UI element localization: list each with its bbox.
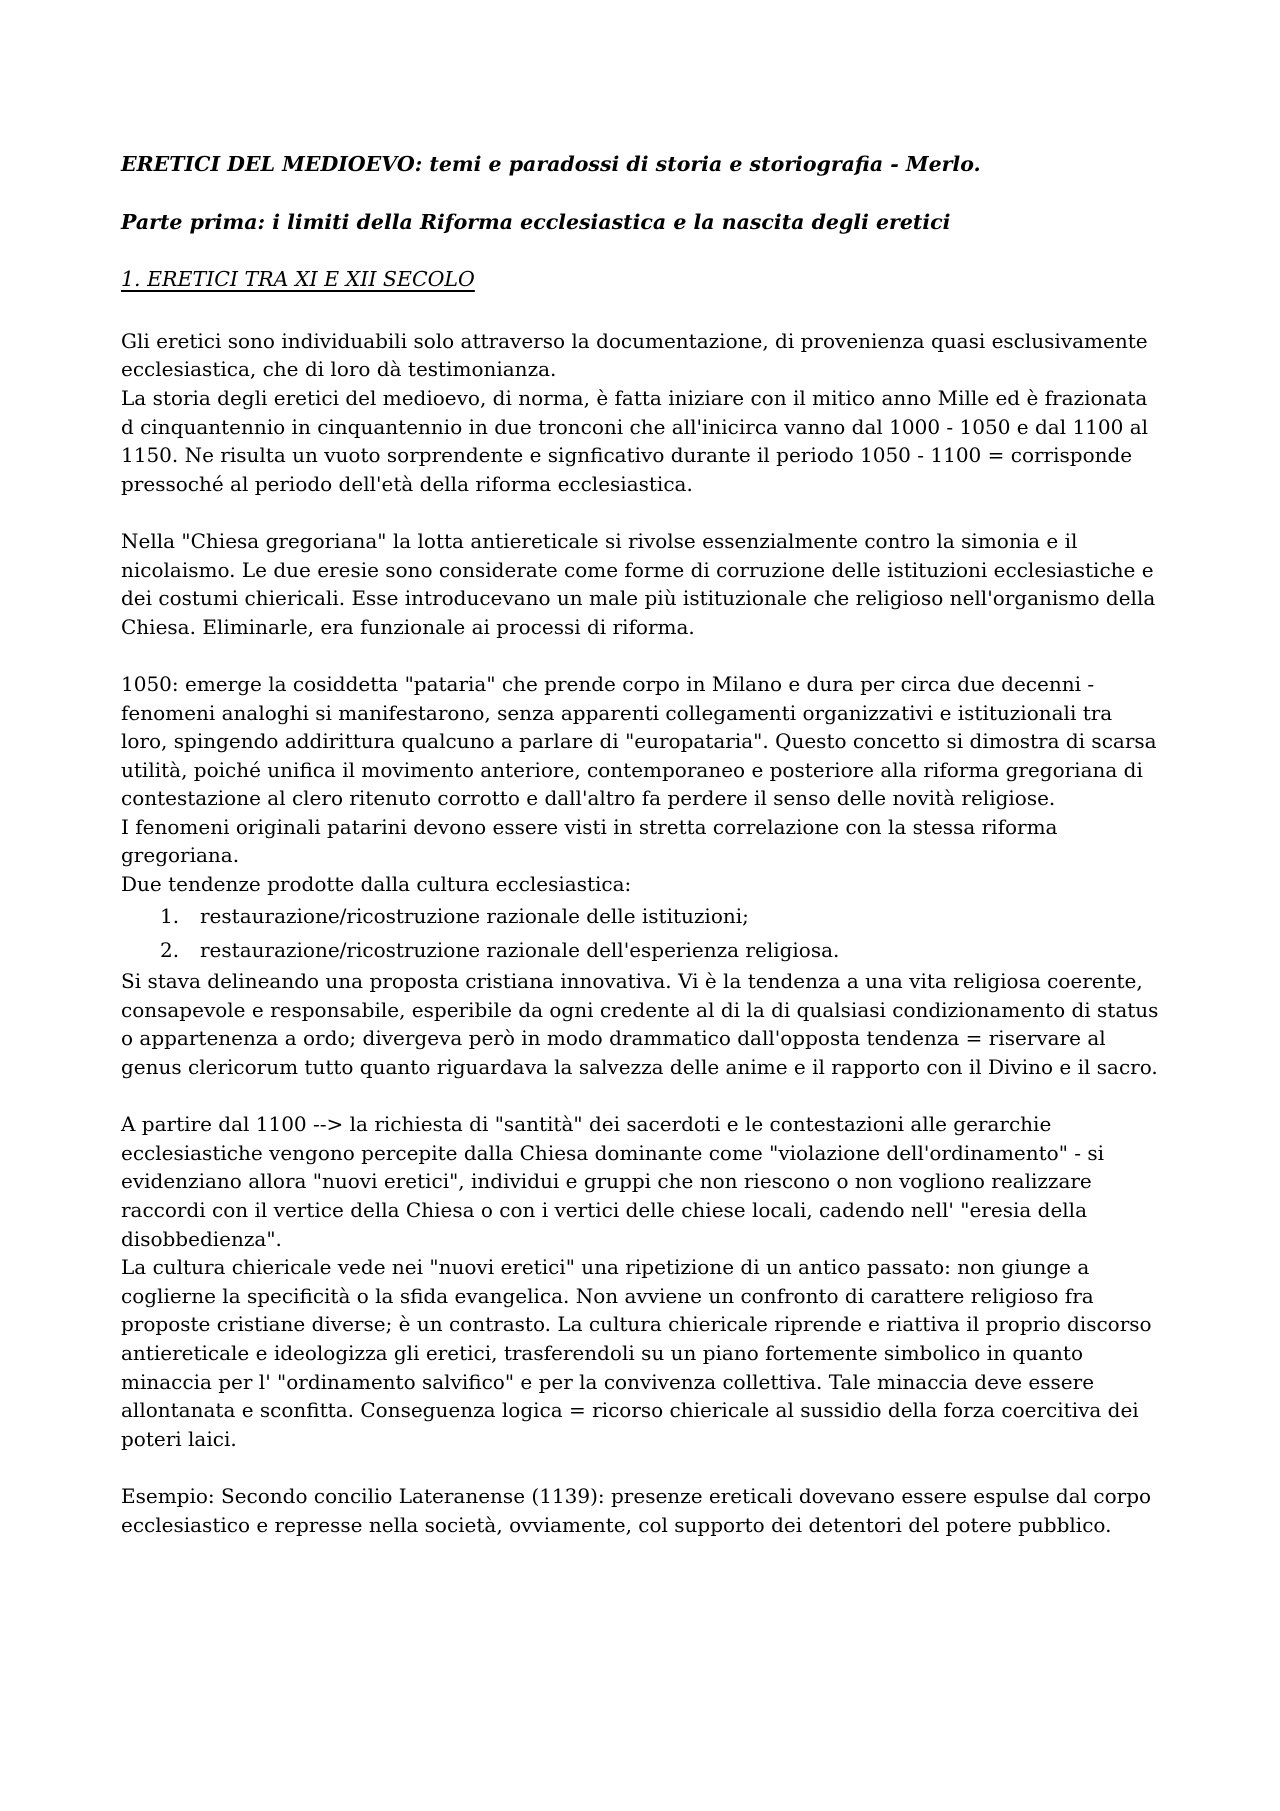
list-item-number: 1. bbox=[160, 903, 180, 928]
paragraph: A partire dal 1100 --> la richiesta di "santità" dei sacerdoti e le contestazioni alle gerarchie ecclesiastiche vengono percepite dalla Chiesa dominante come "violazione dell'ordinamento" - si evidenziano allora "nuovi eretici", individui e gruppi che non riescono o non vogliono realizzare raccordi con il vertice della Chiesa o con i vertici delle chiese locali, cadendo nell' "eresia della disobbedienza". bbox=[121, 1112, 1105, 1251]
list-item-text: restaurazione/ricostruzione razionale dell'esperienza religiosa. bbox=[200, 937, 840, 962]
list-item bbox=[160, 899, 1160, 933]
paragraph: Nella "Chiesa gregoriana" la lotta antiereticale si rivolse essenzialmente contro la simonia e il nicolaismo. Le due eresie sono considerate come forme di corruzione delle istituzioni ecclesiastiche e dei costumi chiericali. Esse introducevano un male più istituzionale che religioso nell'organismo della Chiesa. Eliminarle, era funzionale ai processi di riforma. bbox=[121, 528, 1156, 639]
document-subtitle: Parte prima: i limiti della Riforma ecclesiastica e la nascita degli eretici bbox=[121, 209, 951, 234]
paragraph: I fenomeni originali patarini devono essere visti in stretta correlazione con la stessa riforma gregoriana. bbox=[121, 814, 1058, 868]
list-item bbox=[160, 933, 1160, 967]
chapter-heading bbox=[121, 265, 1160, 294]
paragraph: 1050: emerge la cosiddetta "pataria" che prende corpo in Milano e dura per circa due decenni - fenomeni analoghi si manifestarono, senza apparenti collegamenti organizzativi e istituzionali tra loro, spingendo addirittura qualcuno a parlare di "europataria". Questo concetto si dimostra di scarsa utilità, poiché unifica il movimento anteriore, contemporaneo e posteriore alla riforma gregoriana di contestazione al clero ritenuto corrotto e dall'altro fa perdere il senso delle novità religiose. bbox=[121, 671, 1157, 811]
paragraph: La storia degli eretici del medioevo, di norma, è fatta iniziare con il mitico anno Mille ed è frazionata d cinquantennio in cinquantennio in due tronconi che all'inicirca vanno dal 1000 - 1050 e dal 1100 al 1150. Ne risulta un vuoto sorprendente e signficativo durante il periodo 1050 - 1100 = corrisponde pressoché al periodo dell'età della riforma ecclesiastica. bbox=[121, 385, 1149, 496]
paragraph: Esempio: Secondo concilio Lateranense (1139): presenze ereticali dovevano essere espulse dal corpo ecclesiastico e represse nella società, ovviamente, col supporto dei detentori del potere pubblico. bbox=[121, 1483, 1152, 1537]
chapter-heading-text: 1. ERETICI TRA XI E XII SECOLO bbox=[121, 267, 475, 292]
document-title: ERETICI DEL MEDIOEVO: temi e paradossi di storia e storiografia - Merlo. bbox=[121, 152, 981, 176]
list-item-text: restaurazione/ricostruzione razionale delle istituzioni; bbox=[200, 903, 749, 928]
paragraph: Gli eretici sono individuabili solo attraverso la documentazione, di provenienza quasi esclusivamente ecclesiastica, che di loro dà testimonianza. bbox=[121, 328, 1148, 382]
list-item-number: 2. bbox=[160, 937, 180, 962]
paragraph: Due tendenze prodotte dalla cultura ecclesiastica: bbox=[121, 872, 632, 897]
paragraph: La cultura chiericale vede nei "nuovi eretici" una ripetizione di un antico passato: non giunge a coglierne la specificità o la sfida evangelica. Non avviene un confronto di carattere religioso fra proposte cristiane diverse; è un contrasto. La cultura chiericale riprende e riattiva il proprio discorso antiereticale e ideologizza gli eretici, trasferendoli su un piano fortemente simbolico in quanto minaccia per l' "ordinamento salvifico" e per la convivenza collettiva. Tale minaccia deve essere allontanata e sconfitta. Conseguenza logica = ricorso chiericale al sussidio della forza coercitiva dei poteri laici. bbox=[121, 1255, 1152, 1451]
paragraph: Si stava delineando una proposta cristiana innovativa. Vi è la tendenza a una vita religiosa coerente, consapevole e responsabile, esperibile da ogni credente al di la di qualsiasi condizionamento di status o appartenenza a ordo; divergeva però in modo drammatico dall'opposta tendenza = riservare al genus clericorum tutto quanto riguardava la salvezza delle anime e il rapporto con il Divino e il sacro. bbox=[121, 969, 1159, 1080]
tendencies-list bbox=[121, 899, 1160, 968]
